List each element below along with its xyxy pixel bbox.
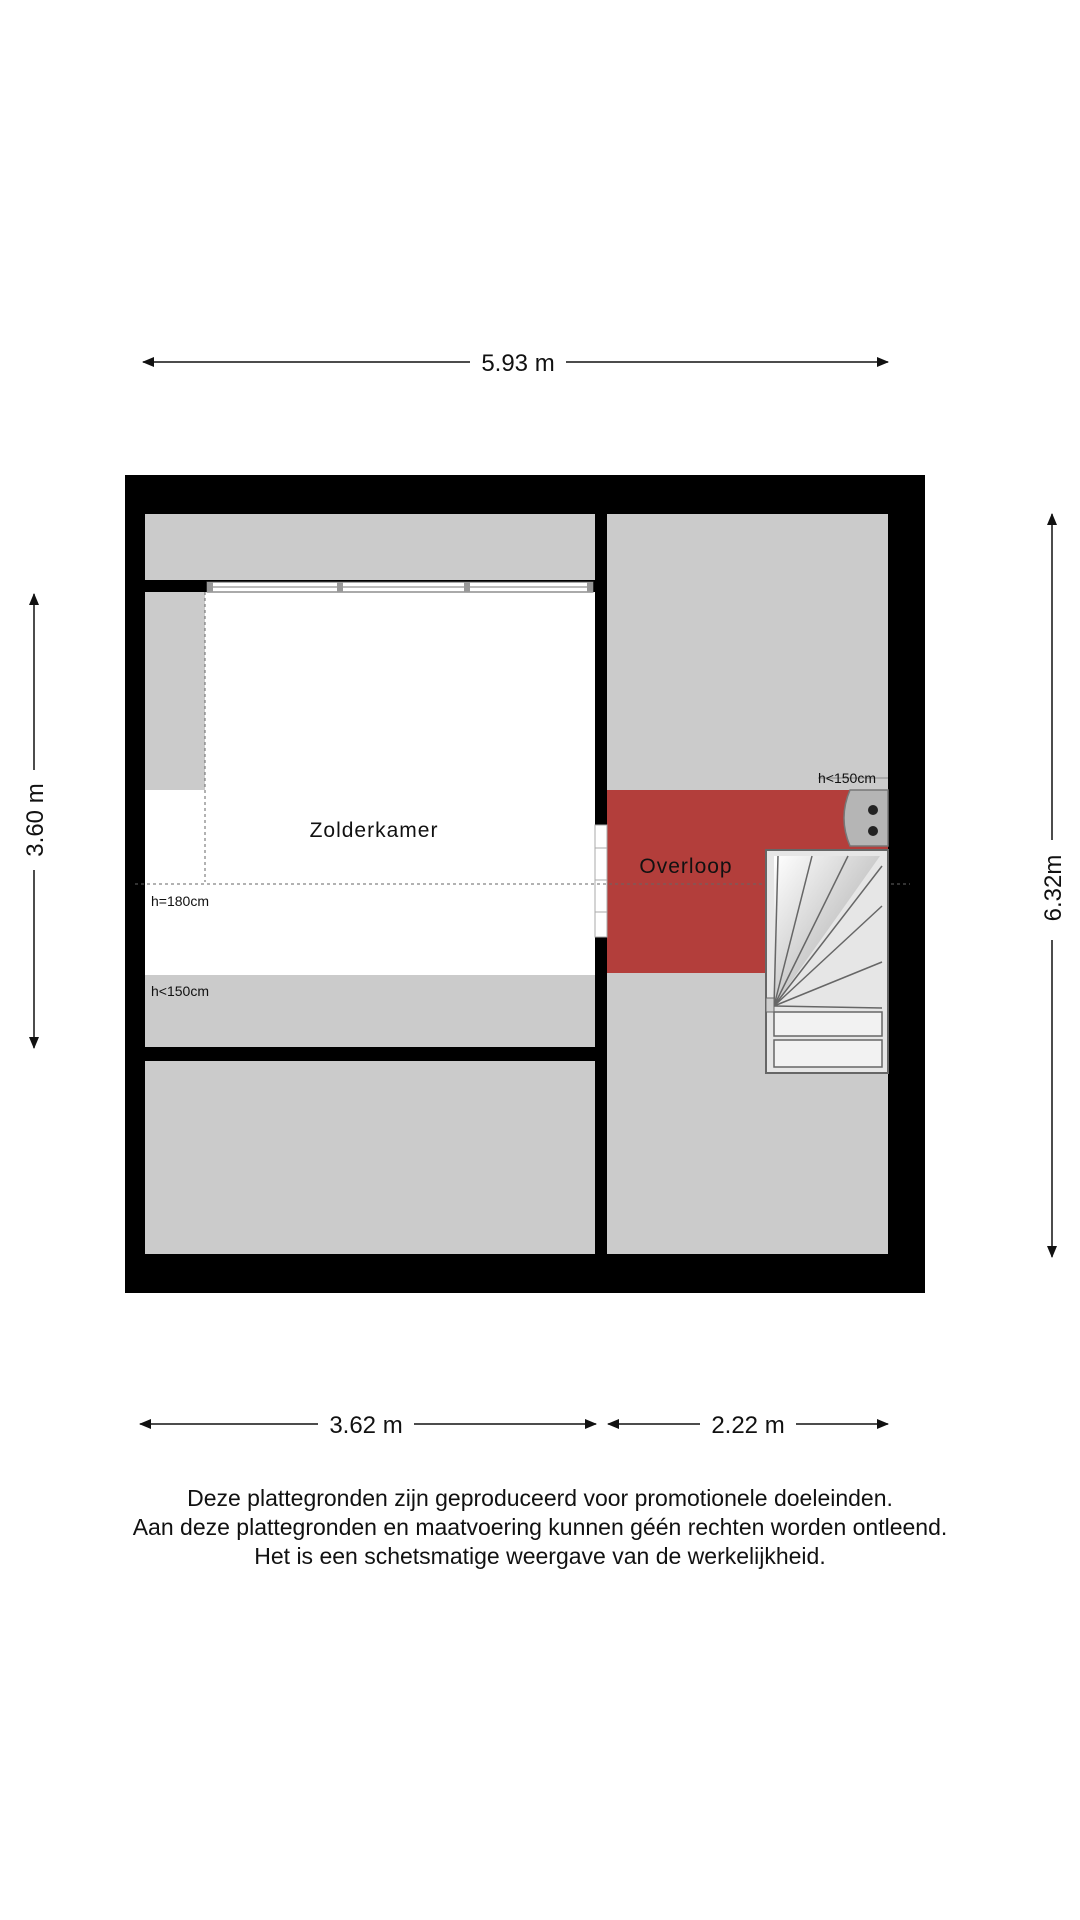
dim-total-width: 5.93 m — [481, 350, 555, 377]
zolderkamer-low-side — [145, 592, 205, 790]
room-label-zolderkamer: Zolderkamer — [309, 819, 439, 842]
dim-right-width: 2.22 m — [711, 1412, 785, 1439]
disclaimer-line: Aan deze plattegronden en maatvoering kunnen géén rechten worden ontleend. — [132, 1514, 948, 1540]
right-top-low-area — [607, 514, 888, 790]
staircase — [766, 850, 888, 1073]
left-bottom-low-area — [145, 1061, 595, 1254]
zolderkamer-low-bottom — [145, 975, 595, 1047]
height-label-150-left: h<150cm — [151, 983, 209, 999]
dim-total-depth: 6.32m — [1040, 854, 1067, 922]
disclaimer-line: Deze plattegronden zijn geproduceerd voor promotionele doeleinden. — [187, 1485, 893, 1511]
disclaimer-line: Het is een schetsmatige weergave van de werkelijkheid. — [254, 1543, 826, 1569]
door-opening — [595, 825, 607, 937]
zolderkamer-floor-side — [145, 790, 205, 975]
dim-left-width: 3.62 m — [329, 1412, 403, 1439]
window — [207, 582, 593, 592]
room-label-overloop: Overloop — [639, 855, 733, 878]
zolderkamer-top-wall — [145, 581, 207, 592]
height-label-180: h=180cm — [151, 893, 209, 909]
height-label-150-right: h<150cm — [818, 770, 876, 786]
disclaimer — [0, 1484, 1080, 1571]
zolderkamer-bottom-wall — [145, 1047, 597, 1061]
zolderkamer-floor — [205, 592, 595, 975]
dim-room-depth: 3.60 m — [22, 783, 49, 857]
left-top-low-area — [145, 514, 595, 580]
